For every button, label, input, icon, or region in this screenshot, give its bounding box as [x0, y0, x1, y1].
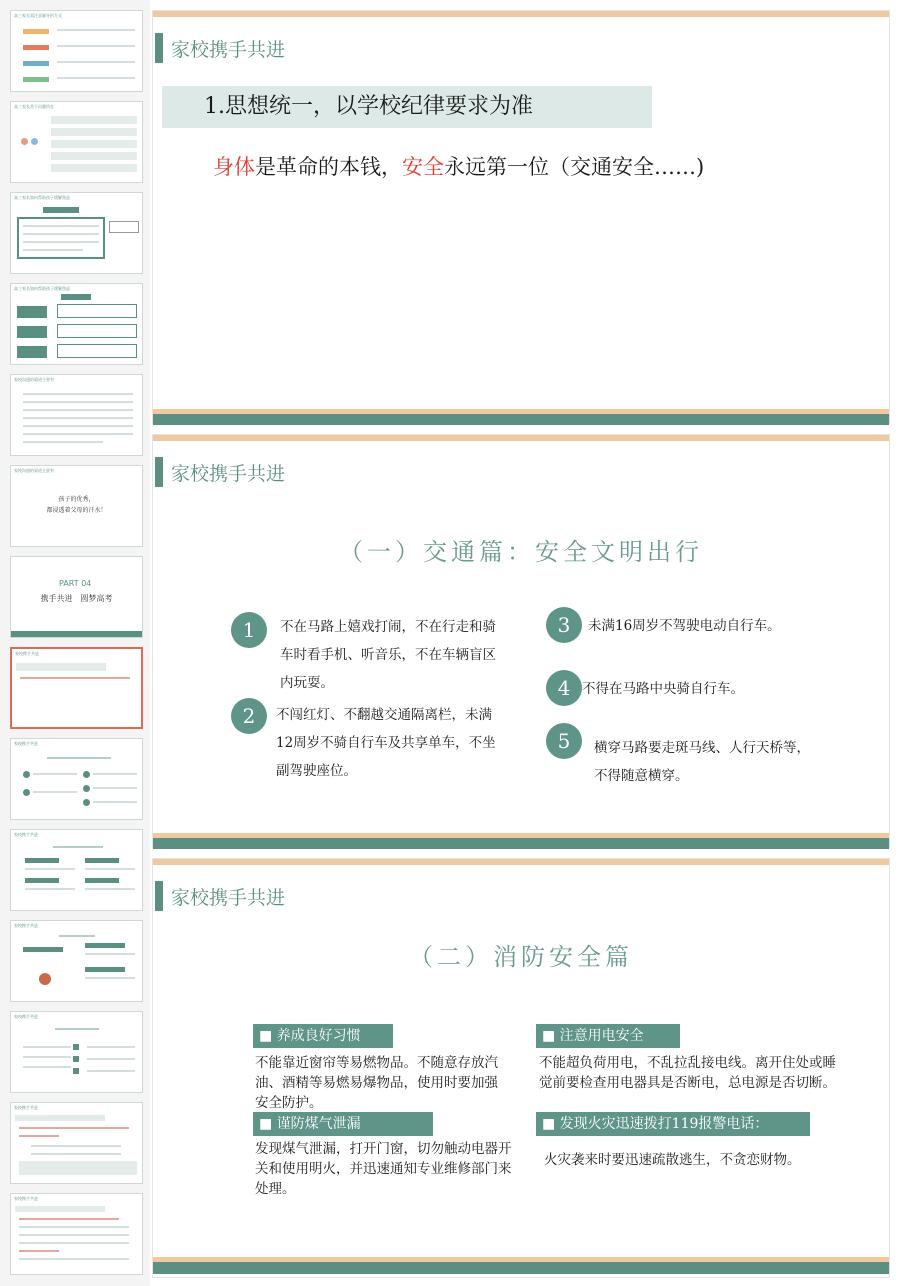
slide-bottom-band: [153, 414, 889, 425]
slide-thumbnail-8-selected[interactable]: [10, 647, 143, 729]
thumbnail-part-title: 携手共进 圆梦高考: [40, 594, 113, 603]
thumbnail-title: 家校沟通的渠道主要有：: [14, 377, 58, 382]
tag-gas-leak: ■ 谨防煤气泄漏: [253, 1112, 433, 1136]
item-text: 不在马路上嬉戏打闹，不在行走和骑车时看手机、听音乐，不在车辆盲区内玩耍。: [280, 619, 496, 691]
subtitle-part: 永远第一位（交通安全……): [444, 155, 705, 179]
slide-thumbnail-9[interactable]: [10, 738, 143, 820]
block-text: 不能超负荷用电，不乱拉乱接电线。离开住处或睡觉前要检查用电器具是否断电，总电源是否切断。: [539, 1055, 836, 1091]
thumbnail-title: 高三家长常干问题所在：: [14, 104, 58, 109]
thumbnail-title: 家校携手共进: [14, 1196, 38, 1201]
slide-top-bar: [153, 435, 889, 441]
block-text: 火灾袭来时要迅速疏散逃生，不贪恋财物。: [544, 1152, 801, 1168]
item-number: 3: [546, 607, 582, 643]
header-title: 家校携手共进: [171, 38, 286, 61]
thumbnail-title: 家校携手共进: [15, 651, 39, 656]
item-text: 未满16周岁不驾驶电动自行车。: [588, 618, 781, 634]
item-number: 1: [231, 612, 267, 648]
thumbnail-quote: 孩子的优秀， 都浸透着父母的汗水！: [46, 496, 107, 514]
item-text: 不得在马路中央骑自行车。: [582, 681, 744, 697]
slide-3[interactable]: [152, 858, 890, 1278]
slide-thumbnail-11[interactable]: [10, 920, 143, 1002]
slide-top-bar: [153, 859, 889, 865]
header-title: 家校携手共进: [171, 886, 286, 909]
thumbnail-title: 高三家长需注意辅导的方式: [14, 13, 62, 18]
slide-1[interactable]: [152, 10, 890, 424]
slide-bottom-band: [153, 1262, 889, 1274]
slide-thumbnail-6[interactable]: [10, 465, 143, 547]
header-accent: [155, 33, 163, 63]
thumbnail-title: 家校沟通的渠道主要有：: [14, 468, 58, 473]
slide-thumbnail-13[interactable]: [10, 1102, 143, 1184]
slide-thumbnail-12[interactable]: [10, 1011, 143, 1093]
header-title: 家校携手共进: [171, 462, 286, 485]
slide-bottom-band: [153, 838, 889, 849]
slide-thumbnail-2[interactable]: [10, 101, 143, 183]
section-title: 1.思想统一，以学校纪律要求为准: [162, 86, 652, 128]
thumbnail-title: 家校携手共进: [14, 832, 38, 837]
item-number: 4: [546, 670, 582, 706]
thumbnail-title: 家校携手共进: [14, 1105, 38, 1110]
thumbnail-title: 家校携手共进: [14, 741, 38, 746]
section-title: （二）消防安全篇: [409, 943, 633, 971]
item-text: 不闯红灯、不翻越交通隔离栏，未满12周岁不骑自行车及共享单车，不坐副驾驶座位。: [276, 707, 496, 779]
slide-header: [155, 457, 285, 487]
item-text: 横穿马路要走斑马线、人行天桥等，不得随意横穿。: [594, 740, 810, 784]
item-number: 2: [231, 698, 267, 734]
thumbnail-part: PART 04: [59, 579, 92, 588]
slide-thumbnail-3[interactable]: [10, 192, 143, 274]
thumbnail-title: 高三家长如何帮助孩子缓解焦虑: [14, 195, 70, 200]
tag-electric-safety: ■ 注意用电安全: [536, 1024, 680, 1048]
tag-good-habits: ■ 养成良好习惯: [253, 1024, 393, 1048]
slide-thumbnail-7[interactable]: [10, 556, 143, 638]
slide-thumbnail-panel[interactable]: [0, 0, 150, 1286]
thumbnail-title: 家校携手共进: [14, 923, 38, 928]
slide-thumbnail-4[interactable]: [10, 283, 143, 365]
block-text: 发现煤气泄漏，打开门窗，切勿触动电器开关和使用明火，并迅速通知专业维修部门来处理。: [255, 1141, 512, 1197]
highlight-safety: 安全: [402, 155, 444, 179]
slide-top-bar: [153, 11, 889, 17]
tag-fire-call-119: ■ 发现火灾迅速拨打119报警电话：: [536, 1112, 810, 1136]
slide-thumbnail-10[interactable]: [10, 829, 143, 911]
section-subtitle: [213, 151, 704, 181]
subtitle-part: 是革命的本钱，: [255, 155, 402, 179]
header-accent: [155, 457, 163, 487]
slide-thumbnail-5[interactable]: [10, 374, 143, 456]
header-accent: [155, 881, 163, 911]
slide-header: [155, 881, 285, 911]
slide-thumbnail-14[interactable]: [10, 1193, 143, 1275]
slide-thumbnail-1[interactable]: [10, 10, 143, 92]
thumbnail-title: 家校携手共进: [14, 1014, 38, 1019]
section-title: （一）交通篇：安全文明出行: [339, 538, 703, 566]
block-text: 不能靠近窗帘等易燃物品。不随意存放汽油、酒精等易燃易爆物品，使用时要加强安全防护。: [255, 1055, 498, 1111]
item-number: 5: [546, 723, 582, 759]
slide-header: [155, 33, 285, 63]
slide-2[interactable]: [152, 434, 890, 848]
thumbnail-title: 高三家长如何帮助孩子缓解焦虑: [14, 286, 70, 291]
highlight-body: 身体: [213, 155, 255, 179]
